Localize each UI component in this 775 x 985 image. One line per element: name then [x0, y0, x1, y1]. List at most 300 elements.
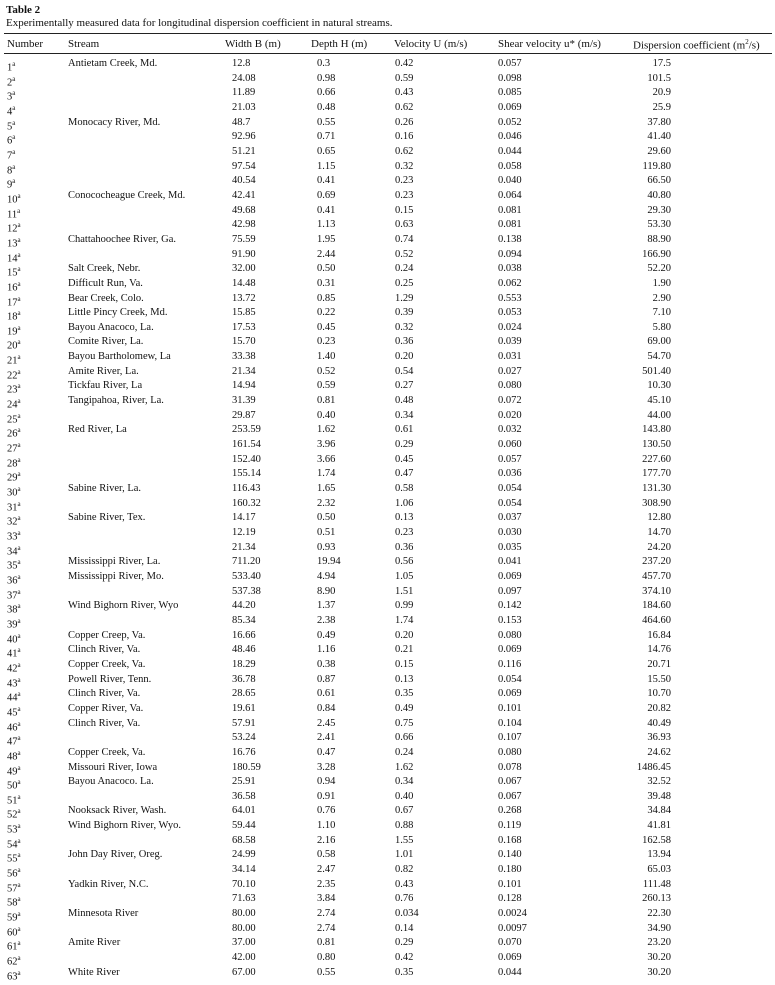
- table-row: [0, 482, 775, 497]
- dispersion-cell: 13.94: [647, 849, 671, 861]
- width-cell: 25.91: [232, 776, 256, 788]
- depth-cell: 1.65: [317, 483, 336, 495]
- shear-velocity-cell: 0.044: [498, 145, 522, 157]
- table-row: [0, 306, 775, 321]
- footnote-mark: a: [17, 954, 21, 963]
- velocity-cell: 0.24: [395, 746, 414, 758]
- stream-cell: Bayou Bartholomew, La: [68, 351, 171, 363]
- number-value: 31: [7, 502, 18, 514]
- width-cell: 21.03: [232, 101, 256, 113]
- velocity-cell: 1.51: [395, 585, 414, 597]
- number-value: 61: [7, 941, 18, 953]
- number-value: 23: [7, 384, 18, 396]
- velocity-cell: 0.67: [395, 805, 414, 817]
- width-cell: 34.14: [232, 864, 256, 876]
- number-value: 49: [7, 766, 18, 777]
- table-row: [0, 863, 775, 878]
- footnote-mark: a: [17, 880, 21, 889]
- table-row: [0, 629, 775, 644]
- width-cell: 19.61: [232, 702, 256, 714]
- stream-cell: Clinch River, Va.: [68, 688, 141, 700]
- depth-cell: 0.50: [317, 512, 336, 524]
- number-value: 40: [7, 634, 18, 646]
- depth-cell: 2.35: [317, 878, 336, 890]
- footnote-mark: a: [17, 514, 21, 523]
- shear-velocity-cell: 0.553: [498, 292, 522, 304]
- depth-cell: 0.50: [317, 263, 336, 275]
- shear-velocity-cell: 0.032: [498, 424, 522, 436]
- depth-cell: 0.3: [317, 58, 331, 69]
- velocity-cell: 0.48: [395, 395, 414, 407]
- table-row: [0, 423, 775, 438]
- stream-cell: Copper Creek, Va.: [68, 746, 146, 758]
- dispersion-cell: 14.76: [647, 644, 671, 656]
- depth-cell: 0.81: [317, 395, 336, 407]
- width-cell: 16.76: [232, 746, 256, 758]
- dispersion-cell: 1.90: [652, 277, 671, 289]
- width-cell: 11.89: [232, 87, 256, 99]
- table-row: [0, 848, 775, 863]
- footnote-mark: a: [12, 103, 16, 112]
- shear-velocity-cell: 0.168: [498, 834, 522, 846]
- footnote-mark: a: [17, 675, 21, 684]
- velocity-cell: 0.16: [395, 131, 414, 143]
- footnote-mark: a: [17, 323, 21, 332]
- depth-cell: 0.31: [317, 277, 336, 289]
- shear-velocity-cell: 0.057: [498, 453, 522, 465]
- stream-cell: Minnesota River: [68, 908, 139, 920]
- table-row: [0, 878, 775, 893]
- number-value: 21: [7, 355, 18, 367]
- dispersion-cell: 44.00: [647, 409, 671, 421]
- number-value: 60: [7, 927, 18, 939]
- depth-cell: 0.55: [317, 116, 336, 128]
- footnote-mark: a: [17, 470, 21, 479]
- footnote-mark: a: [17, 397, 21, 406]
- velocity-cell: 0.23: [395, 175, 414, 187]
- shear-velocity-cell: 0.085: [498, 87, 522, 99]
- depth-cell: 1.40: [317, 351, 336, 363]
- number-value: 25: [7, 414, 18, 426]
- width-cell: 15.70: [232, 336, 256, 348]
- table-row: [0, 775, 775, 790]
- dispersion-cell: 1486.45: [636, 761, 671, 773]
- depth-cell: 2.32: [317, 497, 336, 509]
- dispersion-cell: 69.00: [647, 336, 671, 348]
- table-row: [0, 746, 775, 761]
- dispersion-cell: 36.93: [647, 732, 671, 744]
- header-rule: [4, 53, 772, 54]
- table-row: [0, 453, 775, 468]
- stream-cell: Powell River, Tenn.: [68, 673, 152, 685]
- shear-velocity-cell: 0.046: [498, 131, 522, 143]
- width-cell: 71.63: [232, 893, 256, 905]
- dispersion-cell: 66.50: [647, 175, 671, 187]
- number-value: 59: [7, 912, 18, 924]
- dispersion-cell: 464.60: [642, 614, 671, 626]
- footnote-mark: a: [17, 690, 21, 699]
- velocity-cell: 0.13: [395, 673, 414, 685]
- dispersion-cell: 53.30: [647, 219, 671, 231]
- depth-cell: 0.23: [317, 336, 336, 348]
- stream-cell: Little Pincy Creek, Md.: [68, 307, 168, 319]
- number-value: 55: [7, 853, 18, 865]
- number-value: 58: [7, 897, 18, 909]
- depth-cell: 0.85: [317, 292, 336, 304]
- footnote-mark: a: [12, 133, 16, 142]
- table-row: [0, 409, 775, 424]
- velocity-cell: 0.29: [395, 439, 414, 451]
- depth-cell: 0.45: [317, 321, 336, 333]
- shear-velocity-cell: 0.069: [498, 688, 522, 700]
- header-dispersion-sup: 2: [745, 38, 749, 46]
- dispersion-cell: 237.20: [642, 556, 671, 568]
- table-row: [0, 702, 775, 717]
- number-value: 43: [7, 678, 18, 690]
- table-row: [0, 922, 775, 937]
- number-value: 38: [7, 604, 18, 616]
- dispersion-cell: 22.30: [647, 908, 671, 920]
- width-cell: 14.94: [232, 380, 256, 392]
- footnote-mark: a: [17, 748, 21, 757]
- depth-cell: 0.49: [317, 629, 336, 641]
- footnote-mark: a: [17, 763, 21, 772]
- number-value: 7: [7, 150, 13, 162]
- stream-cell: Nooksack River, Wash.: [68, 805, 167, 817]
- dispersion-cell: 119.80: [642, 160, 671, 172]
- number-value: 20: [7, 340, 18, 352]
- dispersion-cell: 101.5: [647, 72, 671, 84]
- table-row: [0, 321, 775, 336]
- velocity-cell: 0.42: [395, 58, 414, 69]
- number-value: 29: [7, 472, 18, 484]
- footnote-mark: a: [17, 485, 21, 494]
- depth-cell: 2.45: [317, 717, 336, 729]
- width-cell: 48.7: [232, 116, 251, 128]
- width-cell: 75.59: [232, 233, 256, 245]
- width-cell: 15.85: [232, 307, 256, 319]
- number-value: 27: [7, 443, 18, 455]
- footnote-mark: a: [12, 118, 16, 127]
- footnote-mark: a: [17, 382, 21, 391]
- table-row: [0, 570, 775, 585]
- shear-velocity-cell: 0.058: [498, 160, 522, 172]
- width-cell: 33.38: [232, 351, 256, 363]
- table-row: [0, 834, 775, 849]
- table-row: [0, 189, 775, 204]
- velocity-cell: 0.34: [395, 409, 414, 421]
- depth-cell: 0.48: [317, 101, 336, 113]
- footnote-mark: a: [17, 822, 21, 831]
- dispersion-cell: 131.30: [642, 483, 671, 495]
- footnote-mark: a: [17, 294, 21, 303]
- width-cell: 28.65: [232, 688, 256, 700]
- stream-cell: Amite River: [68, 937, 121, 949]
- velocity-cell: 0.36: [395, 336, 414, 348]
- shear-velocity-cell: 0.116: [498, 658, 522, 670]
- table-body: [0, 57, 775, 983]
- shear-velocity-cell: 0.067: [498, 776, 522, 788]
- stream-cell: Copper River, Va.: [68, 702, 144, 714]
- shear-velocity-cell: 0.070: [498, 937, 522, 949]
- footnote-mark: a: [17, 734, 21, 743]
- table-row: [0, 790, 775, 805]
- shear-velocity-cell: 0.067: [498, 790, 522, 802]
- velocity-cell: 0.43: [395, 87, 414, 99]
- table-row: [0, 116, 775, 131]
- dispersion-cell: 20.71: [647, 658, 671, 670]
- number-value: 8: [7, 165, 13, 177]
- table-row: [0, 687, 775, 702]
- footnote-mark: a: [17, 602, 21, 611]
- header-depth: Depth H (m): [311, 38, 368, 50]
- table-row: [0, 438, 775, 453]
- number-value: 54: [7, 839, 18, 851]
- width-cell: 42.41: [232, 189, 256, 201]
- shear-velocity-cell: 0.153: [498, 614, 522, 626]
- number-value: 48: [7, 751, 18, 763]
- shear-velocity-cell: 0.062: [498, 277, 522, 289]
- shear-velocity-cell: 0.069: [498, 644, 522, 656]
- width-cell: 40.54: [232, 175, 256, 187]
- velocity-cell: 0.62: [395, 101, 414, 113]
- shear-velocity-cell: 0.180: [498, 864, 522, 876]
- shear-velocity-cell: 0.054: [498, 497, 522, 509]
- shear-velocity-cell: 0.081: [498, 219, 522, 231]
- shear-velocity-cell: 0.053: [498, 307, 522, 319]
- velocity-cell: 0.59: [395, 72, 414, 84]
- width-cell: 14.17: [232, 512, 256, 524]
- stream-cell: Bayou Anacoco, La.: [68, 321, 154, 333]
- depth-cell: 0.41: [317, 204, 336, 216]
- stream-cell: Mississippi River, Mo.: [68, 570, 164, 582]
- shear-velocity-cell: 0.078: [498, 761, 522, 773]
- shear-velocity-cell: 0.024: [498, 321, 522, 333]
- dispersion-cell: 227.60: [642, 453, 671, 465]
- velocity-cell: 0.35: [395, 966, 414, 978]
- dispersion-cell: 10.70: [647, 688, 671, 700]
- shear-velocity-cell: 0.057: [498, 58, 522, 69]
- number-value: 24: [7, 399, 18, 411]
- shear-velocity-cell: 0.107: [498, 732, 522, 744]
- footnote-mark: a: [17, 543, 21, 552]
- shear-velocity-cell: 0.104: [498, 717, 522, 729]
- depth-cell: 0.61: [317, 688, 336, 700]
- velocity-cell: 0.74: [395, 233, 414, 245]
- number-value: 39: [7, 619, 18, 631]
- footnote-mark: a: [17, 704, 21, 713]
- number-value: 13: [7, 238, 18, 250]
- width-cell: 16.66: [232, 629, 256, 641]
- number-value: 26: [7, 428, 18, 440]
- number-value: 9: [7, 179, 13, 191]
- number-value: 22: [7, 370, 18, 382]
- shear-velocity-cell: 0.020: [498, 409, 522, 421]
- width-cell: 42.98: [232, 219, 256, 231]
- width-cell: 29.87: [232, 409, 256, 421]
- velocity-cell: 0.23: [395, 189, 414, 201]
- velocity-cell: 0.61: [395, 424, 414, 436]
- number-value: 4: [7, 106, 13, 118]
- depth-cell: 0.38: [317, 658, 336, 670]
- width-cell: 152.40: [232, 453, 261, 465]
- table-row: [0, 717, 775, 732]
- shear-velocity-cell: 0.268: [498, 805, 522, 817]
- velocity-cell: 1.06: [395, 497, 414, 509]
- stream-cell: Amite River, La.: [68, 365, 139, 377]
- depth-cell: 3.66: [317, 453, 336, 465]
- stream-cell: Mississippi River, La.: [68, 556, 161, 568]
- number-value: 44: [7, 692, 18, 704]
- table-row: [0, 379, 775, 394]
- stream-cell: Clinch River, Va.: [68, 644, 141, 656]
- width-cell: 18.29: [232, 658, 256, 670]
- footnote-mark: a: [17, 309, 21, 318]
- stream-cell: Sabine River, La.: [68, 483, 142, 495]
- footnote-mark: a: [17, 441, 21, 450]
- depth-cell: 0.40: [317, 409, 336, 421]
- stream-cell: Bear Creek, Colo.: [68, 292, 144, 304]
- stream-cell: Salt Creek, Nebr.: [68, 263, 141, 275]
- dispersion-cell: 12.80: [647, 512, 671, 524]
- stream-cell: John Day River, Oreg.: [68, 849, 163, 861]
- shear-velocity-cell: 0.041: [498, 556, 522, 568]
- stream-cell: Difficult Run, Va.: [68, 277, 143, 289]
- footnote-mark: a: [17, 558, 21, 567]
- number-value: 17: [7, 297, 18, 308]
- depth-cell: 0.76: [317, 805, 336, 817]
- number-value: 30: [7, 487, 18, 499]
- table-row: [0, 892, 775, 907]
- number-value: 57: [7, 883, 18, 895]
- width-cell: 155.14: [232, 468, 261, 480]
- width-cell: 36.78: [232, 673, 256, 685]
- shear-velocity-cell: 0.080: [498, 380, 522, 392]
- number-value: 18: [7, 311, 18, 323]
- width-cell: 14.48: [232, 277, 256, 289]
- depth-cell: 0.65: [317, 145, 336, 157]
- shear-velocity-cell: 0.027: [498, 365, 522, 377]
- shear-velocity-cell: 0.080: [498, 629, 522, 641]
- width-cell: 53.24: [232, 732, 256, 744]
- footnote-mark: a: [12, 147, 16, 156]
- number-value: 19: [7, 326, 18, 338]
- table-row: [0, 819, 775, 834]
- number-value: 37: [7, 590, 18, 602]
- width-cell: 537.38: [232, 585, 261, 597]
- number-value: 14: [7, 253, 18, 265]
- table-row: [0, 145, 775, 160]
- dispersion-cell: 52.20: [647, 263, 671, 275]
- width-cell: 180.59: [232, 761, 261, 773]
- dispersion-cell: 20.9: [652, 87, 671, 99]
- number-value: 10: [7, 194, 18, 206]
- stream-cell: Yadkin River, N.C.: [68, 878, 149, 890]
- depth-cell: 0.94: [317, 776, 336, 788]
- shear-velocity-cell: 0.101: [498, 878, 522, 890]
- table-row: [0, 86, 775, 101]
- table-row: [0, 292, 775, 307]
- stream-cell: White River: [68, 966, 120, 978]
- table-label: Table 2: [6, 4, 41, 16]
- width-cell: 17.53: [232, 321, 256, 333]
- footnote-mark: a: [17, 968, 21, 977]
- width-cell: 31.39: [232, 395, 256, 407]
- table-row: [0, 497, 775, 512]
- footnote-mark: a: [17, 807, 21, 816]
- stream-cell: Copper Creek, Va.: [68, 658, 146, 670]
- footnote-mark: a: [17, 265, 21, 274]
- depth-cell: 0.55: [317, 966, 336, 978]
- depth-cell: 0.66: [317, 87, 336, 99]
- table-row: [0, 541, 775, 556]
- number-value: 2: [7, 77, 13, 89]
- shear-velocity-cell: 0.054: [498, 673, 522, 685]
- stream-cell: Bayou Anacoco. La.: [68, 776, 154, 788]
- velocity-cell: 0.45: [395, 453, 414, 465]
- dispersion-cell: 17.5: [652, 58, 671, 69]
- dispersion-cell: 45.10: [647, 395, 671, 407]
- table-row: [0, 585, 775, 600]
- stream-cell: Comite River, La.: [68, 336, 144, 348]
- table-row: [0, 262, 775, 277]
- table-row: [0, 174, 775, 189]
- depth-cell: 0.80: [317, 952, 336, 964]
- width-cell: 13.72: [232, 292, 256, 304]
- dispersion-cell: 29.30: [647, 204, 671, 216]
- velocity-cell: 0.47: [395, 468, 414, 480]
- velocity-cell: 1.74: [395, 614, 414, 626]
- table-row: [0, 658, 775, 673]
- velocity-cell: 0.26: [395, 116, 414, 128]
- number-value: 16: [7, 282, 18, 294]
- dispersion-cell: 15.50: [647, 673, 671, 685]
- number-value: 33: [7, 531, 18, 543]
- depth-cell: 19.94: [317, 556, 341, 568]
- footnote-mark: a: [17, 866, 21, 875]
- dispersion-cell: 374.10: [642, 585, 671, 597]
- dispersion-cell: 25.9: [652, 101, 671, 113]
- velocity-cell: 0.99: [395, 600, 414, 612]
- dispersion-cell: 16.84: [647, 629, 671, 641]
- width-cell: 36.58: [232, 790, 256, 802]
- dispersion-cell: 10.30: [647, 380, 671, 392]
- width-cell: 80.00: [232, 908, 256, 920]
- header-velocity: Velocity U (m/s): [394, 38, 468, 50]
- number-value: 56: [7, 868, 18, 880]
- footnote-mark: a: [17, 426, 21, 435]
- footnote-mark: a: [17, 338, 21, 347]
- width-cell: 21.34: [232, 541, 256, 553]
- stream-cell: Sabine River, Tex.: [68, 512, 146, 524]
- width-cell: 533.40: [232, 570, 261, 582]
- velocity-cell: 0.25: [395, 277, 414, 289]
- dispersion-cell: 29.60: [647, 145, 671, 157]
- shear-velocity-cell: 0.054: [498, 483, 522, 495]
- table-row: [0, 614, 775, 629]
- dispersion-cell: 39.48: [647, 790, 671, 802]
- shear-velocity-cell: 0.069: [498, 101, 522, 113]
- footnote-mark: a: [17, 939, 21, 948]
- dispersion-cell: 130.50: [642, 439, 671, 451]
- table-row: [0, 555, 775, 570]
- number-value: 28: [7, 458, 18, 470]
- velocity-cell: 0.20: [395, 629, 414, 641]
- stream-cell: Copper Creep, Va.: [68, 629, 146, 641]
- shear-velocity-cell: 0.138: [498, 233, 522, 245]
- velocity-cell: 0.82: [395, 864, 414, 876]
- table-row: [0, 804, 775, 819]
